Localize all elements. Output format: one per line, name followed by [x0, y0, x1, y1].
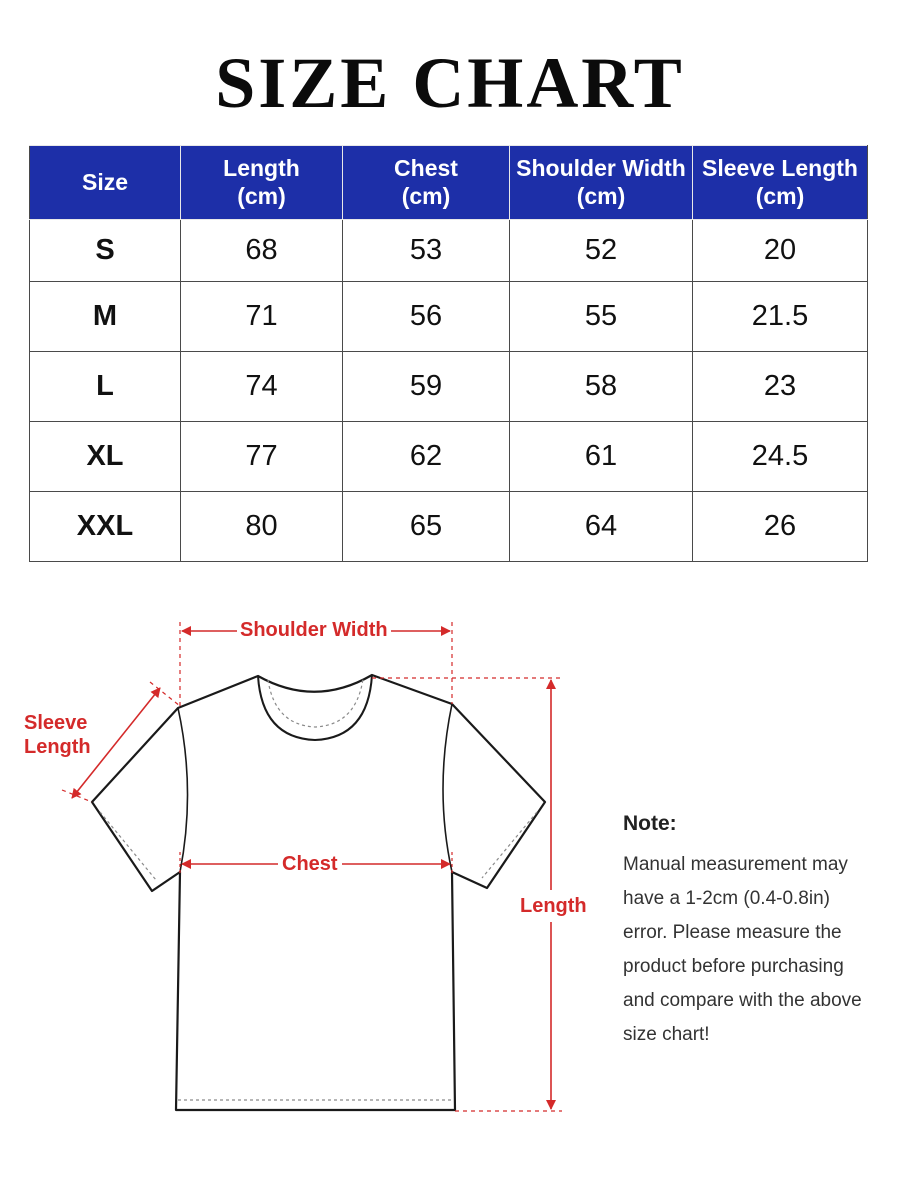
table-row	[30, 422, 868, 492]
sleeve-length-label: Sleeve Length	[24, 712, 91, 758]
sleeve-cell: 26	[693, 492, 868, 562]
note-line: product before purchasing	[623, 956, 844, 977]
header-chest: Chest (cm)	[343, 146, 510, 220]
chest-cell: 59	[343, 352, 510, 422]
size-cell: L	[30, 352, 181, 422]
table-row	[30, 492, 868, 562]
table-row	[30, 352, 868, 422]
size-cell: XXL	[30, 492, 181, 562]
length-cell: 77	[181, 422, 343, 492]
chest-cell: 62	[343, 422, 510, 492]
chest-cell: 56	[343, 282, 510, 352]
note-line: Manual measurement may	[623, 854, 848, 875]
shoulder-cell: 58	[510, 352, 693, 422]
size-cell: S	[30, 220, 181, 282]
header-length: Length (cm)	[181, 146, 343, 220]
sleeve-cell: 24.5	[693, 422, 868, 492]
note-line: and compare with the above	[623, 990, 862, 1011]
length-cell: 71	[181, 282, 343, 352]
shoulder-width-label: Shoulder Width	[237, 618, 391, 642]
chest-cell: 65	[343, 492, 510, 562]
sleeve-cell: 20	[693, 220, 868, 282]
shoulder-cell: 61	[510, 422, 693, 492]
size-table	[29, 145, 868, 562]
chest-label: Chest	[278, 852, 342, 876]
length-cell: 68	[181, 220, 343, 282]
table-row	[30, 282, 868, 352]
size-cell: M	[30, 282, 181, 352]
length-cell: 74	[181, 352, 343, 422]
note-title: Note:	[623, 812, 677, 835]
note-block	[623, 812, 893, 1052]
sleeve-cell: 21.5	[693, 282, 868, 352]
note-line: have a 1-2cm (0.4-0.8in)	[623, 888, 830, 909]
length-cell: 80	[181, 492, 343, 562]
length-label: Length	[518, 890, 589, 922]
shoulder-cell: 52	[510, 220, 693, 282]
note-line: size chart!	[623, 1024, 710, 1045]
sleeve-cell: 23	[693, 352, 868, 422]
header-size: Size	[30, 146, 181, 220]
shoulder-cell: 64	[510, 492, 693, 562]
page-title: SIZE CHART	[215, 43, 685, 123]
note-line: error. Please measure the	[623, 922, 842, 943]
size-cell: XL	[30, 422, 181, 492]
table-row	[30, 220, 868, 282]
table-header-row	[30, 146, 868, 220]
chest-cell: 53	[343, 220, 510, 282]
note-body	[623, 848, 893, 1052]
shoulder-cell: 55	[510, 282, 693, 352]
header-sleeve-length: Sleeve Length (cm)	[693, 146, 868, 220]
header-shoulder-width: Shoulder Width (cm)	[510, 146, 693, 220]
